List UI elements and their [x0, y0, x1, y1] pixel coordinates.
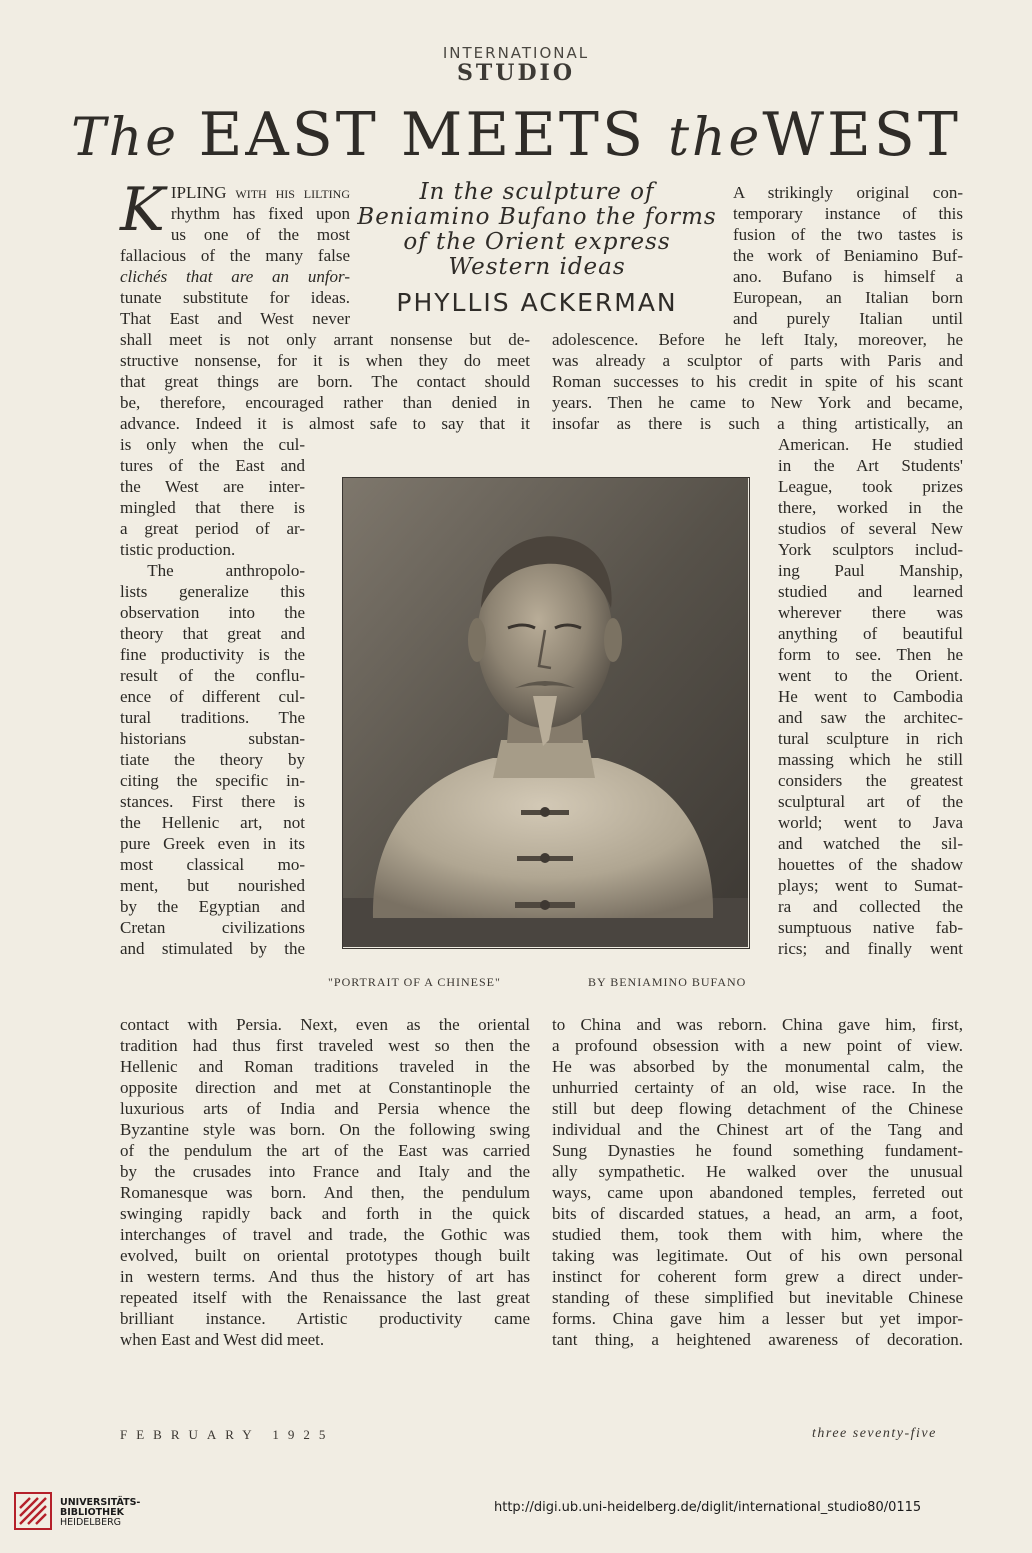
title-part2: EAST MEETS — [198, 100, 669, 170]
text-line: tunate substitute for ideas. — [120, 288, 350, 307]
text-line: considers the greatest — [778, 771, 963, 790]
text-line: That East and West never — [120, 309, 350, 328]
text-line: tistic production. — [120, 540, 236, 559]
text-line: citing the specific in- — [120, 771, 305, 790]
column-right-narrow — [778, 434, 963, 959]
text-line: and stimulated by the — [120, 939, 305, 958]
text-line: brilliant instance. Artistic productivity came — [120, 1309, 530, 1328]
column-left-narrow — [120, 434, 305, 959]
text-line: the Hellenic art, not — [120, 813, 305, 832]
title-part3: the — [668, 108, 763, 168]
article-subtitle: In the sculpture of Beniamino Bufano the forms of the Orient express Western ideas — [357, 179, 717, 280]
text-line: anything of beautiful — [778, 624, 963, 643]
column-left-wide — [120, 329, 530, 434]
text-line: IPLING with his lilting — [170, 183, 350, 202]
text-line: historians substan- — [120, 729, 305, 748]
text-line: interchanges of travel and trade, the Gothic was — [120, 1225, 530, 1244]
text-line: lists generalize this — [120, 582, 305, 601]
text-line: result of the conflu- — [120, 666, 305, 685]
text-line: instinct for coherent form grew a direct under- — [552, 1267, 963, 1286]
text-line: rics; and finally went — [778, 939, 963, 958]
text-line: still but deep flowing detachment of the Chinese — [552, 1099, 963, 1118]
text-line: adolescence. Before he left Italy, moreover, he — [552, 330, 963, 349]
text-line: sculptural art of the — [778, 792, 963, 811]
article-title — [0, 100, 1032, 170]
text-line: ano. Bufano is himself a — [733, 267, 963, 286]
text-line: A strikingly original con- — [733, 183, 963, 202]
text-line: a profound obsession with a new point of view. — [552, 1036, 963, 1055]
text-line: temporary instance of this — [733, 204, 963, 223]
text-line: clichés that are an unfor- — [120, 267, 350, 286]
text-line: swinging rapidly back and forth in the quick — [120, 1204, 530, 1223]
text-line: Sung Dynasties he found something fundament- — [552, 1141, 963, 1160]
issue-date: FEBRUARY 1925 — [120, 1427, 335, 1442]
text-line: fusion of the two tastes is — [733, 225, 963, 244]
text-line: us one of the most — [170, 225, 350, 244]
text-line: and saw the architec- — [778, 708, 963, 727]
text-line: tural sculpture in rich — [778, 729, 963, 748]
text-line: by the crusades into France and Italy and the — [120, 1162, 530, 1181]
text-line: went to the Orient. — [778, 666, 963, 685]
page-number: three seventy-five — [812, 1426, 937, 1441]
text-line: bits of discarded statues, a head, an arm, a foot, — [552, 1204, 963, 1223]
text-line: in western terms. And thus the history of art has — [120, 1267, 530, 1286]
text-line: is only when the cul- — [120, 435, 305, 454]
text-line: tiate the theory by — [120, 750, 305, 769]
title-part4: WEST — [762, 100, 961, 170]
library-logo-icon — [14, 1492, 52, 1530]
text-line: tradition had thus first traveled west so then the — [120, 1036, 530, 1055]
text-line: the West are inter- — [120, 477, 305, 496]
text-line: wherever there was — [778, 603, 963, 622]
text-line: studied and learned — [778, 582, 963, 601]
text-line: ally sympathetic. He walked over the unusual — [552, 1162, 963, 1181]
bust-illustration — [343, 478, 748, 947]
library-name-line3: HEIDELBERG — [60, 1517, 122, 1528]
text-line: York sculptors includ- — [778, 540, 963, 559]
text-line: individual and the Chinest art of the Tang and — [552, 1120, 963, 1139]
text-line: of the pendulum the art of the East was carried — [120, 1141, 530, 1160]
text-line: American. He studied — [778, 435, 963, 454]
column-right-wide — [552, 329, 963, 434]
text-line: ways, came upon abandoned temples, ferreted out — [552, 1183, 963, 1202]
photo-caption-credit: BY BENIAMINO BUFANO — [588, 975, 747, 989]
text-line: there, worked in the — [778, 498, 963, 517]
column-right-top — [733, 182, 963, 329]
text-line: taking was legitimate. Out of his own personal — [552, 1246, 963, 1265]
article-author: PHYLLIS ACKERMAN — [396, 288, 678, 317]
text-line: pure Greek even in its — [120, 834, 305, 853]
text-line: form to see. Then he — [778, 645, 963, 664]
text-line: studied them, took them with him, where the — [552, 1225, 963, 1244]
text-line: European, an Italian born — [733, 288, 963, 307]
column-right-bottom — [552, 1014, 963, 1350]
masthead-line1: INTERNATIONAL — [442, 44, 590, 62]
text-line: fine productivity is the — [120, 645, 305, 664]
text-line: to China and was reborn. China gave him, first, — [552, 1015, 963, 1034]
text-line: Hellenic and Roman traditions traveled in the — [120, 1057, 530, 1076]
text-line: insofar as there is such a thing artistically, an — [552, 414, 963, 433]
text-line: studios of several New — [778, 519, 963, 538]
text-line: fallacious of the many false — [120, 246, 350, 265]
title-part1: The — [71, 108, 199, 168]
text-line: by the Egyptian and — [120, 897, 305, 916]
text-line: rhythm has fixed upon — [170, 204, 350, 223]
text-line: standing of these simplified but inevitable Chinese — [552, 1288, 963, 1307]
text-line: and purely Italian until — [733, 309, 963, 328]
text-line: ment, but nourished — [120, 876, 305, 895]
text-line: Roman successes to his credit in spite of his scant — [552, 372, 963, 391]
text-line: opposite direction and met at Constantinople the — [120, 1078, 530, 1097]
text-line: shall meet is not only arrant nonsense but de- — [120, 330, 530, 349]
text-line: forms. China gave him a lesser but yet impor- — [552, 1309, 963, 1328]
text-line: evolved, built on oriental prototypes though built — [120, 1246, 530, 1265]
text-line: be, therefore, encouraged rather than denied in — [120, 393, 530, 412]
library-name-line2: BIBLIOTHEK — [60, 1507, 124, 1518]
text-line: world; went to Java — [778, 813, 963, 832]
text-line: ing Paul Manship, — [778, 561, 963, 580]
text-line: ra and collected the — [778, 897, 963, 916]
text-line: tant thing, a heightened awareness of decoration. — [552, 1330, 963, 1349]
text-line: He was absorbed by the monumental calm, the — [552, 1057, 963, 1076]
text-line: ence of different cul- — [120, 687, 305, 706]
text-line: sumptuous native fab- — [778, 918, 963, 937]
text-line: in the Art Students' — [778, 456, 963, 475]
text-line: The anthropolo- — [147, 561, 305, 580]
bust-photograph — [342, 477, 750, 949]
text-line: mingled that there is — [120, 498, 305, 517]
text-line: that great things are born. The contact should — [120, 372, 530, 391]
text-line: theory that great and — [120, 624, 305, 643]
text-line: Romanesque was born. And then, the pendulum — [120, 1183, 530, 1202]
text-line: contact with Persia. Next, even as the oriental — [120, 1015, 530, 1034]
text-line: Byzantine style was born. On the following swing — [120, 1120, 530, 1139]
text-line: League, took prizes — [778, 477, 963, 496]
library-name — [60, 1498, 140, 1528]
text-line: a great period of ar- — [120, 519, 305, 538]
text-line: tures of the East and — [120, 456, 305, 475]
drop-cap: K — [120, 175, 165, 245]
text-line: unhurried certainty of an old, wise race. In the — [552, 1078, 963, 1097]
text-line: and watched the sil- — [778, 834, 963, 853]
text-line: when East and West did meet. — [120, 1330, 325, 1349]
photo-caption-title: "PORTRAIT OF A CHINESE" — [328, 975, 501, 989]
text-line: houettes of the shadow — [778, 855, 963, 874]
text-line: repeated itself with the Renaissance the last great — [120, 1288, 530, 1307]
text-line: advance. Indeed it is almost safe to say that it — [120, 414, 530, 433]
text-line: was already a sculptor of parts with Paris and — [552, 351, 963, 370]
text-line: years. Then he came to New York and became, — [552, 393, 963, 412]
text-line: He went to Cambodia — [778, 687, 963, 706]
column-left-bottom — [120, 1014, 530, 1350]
text-line: tural traditions. The — [120, 708, 305, 727]
text-line: Cretan civilizations — [120, 918, 305, 937]
text-line: most classical mo- — [120, 855, 305, 874]
text-line: observation into the — [120, 603, 305, 622]
column-left-top — [120, 175, 350, 329]
text-line: plays; went to Sumat- — [778, 876, 963, 895]
library-name-line1: UNIVERSITÄTS- — [60, 1497, 141, 1508]
text-line: the work of Beniamino Buf- — [733, 246, 963, 265]
text-line: structive nonsense, for it is when they do meet — [120, 351, 530, 370]
text-line: stances. First there is — [120, 792, 305, 811]
source-url-link[interactable]: http://digi.ub.uni-heidelberg.de/diglit/international_studio80/0115 — [494, 1500, 922, 1515]
masthead-line2: STUDIO — [457, 60, 575, 86]
text-line: massing which he still — [778, 750, 963, 769]
text-line: luxurious arts of India and Persia whence the — [120, 1099, 530, 1118]
